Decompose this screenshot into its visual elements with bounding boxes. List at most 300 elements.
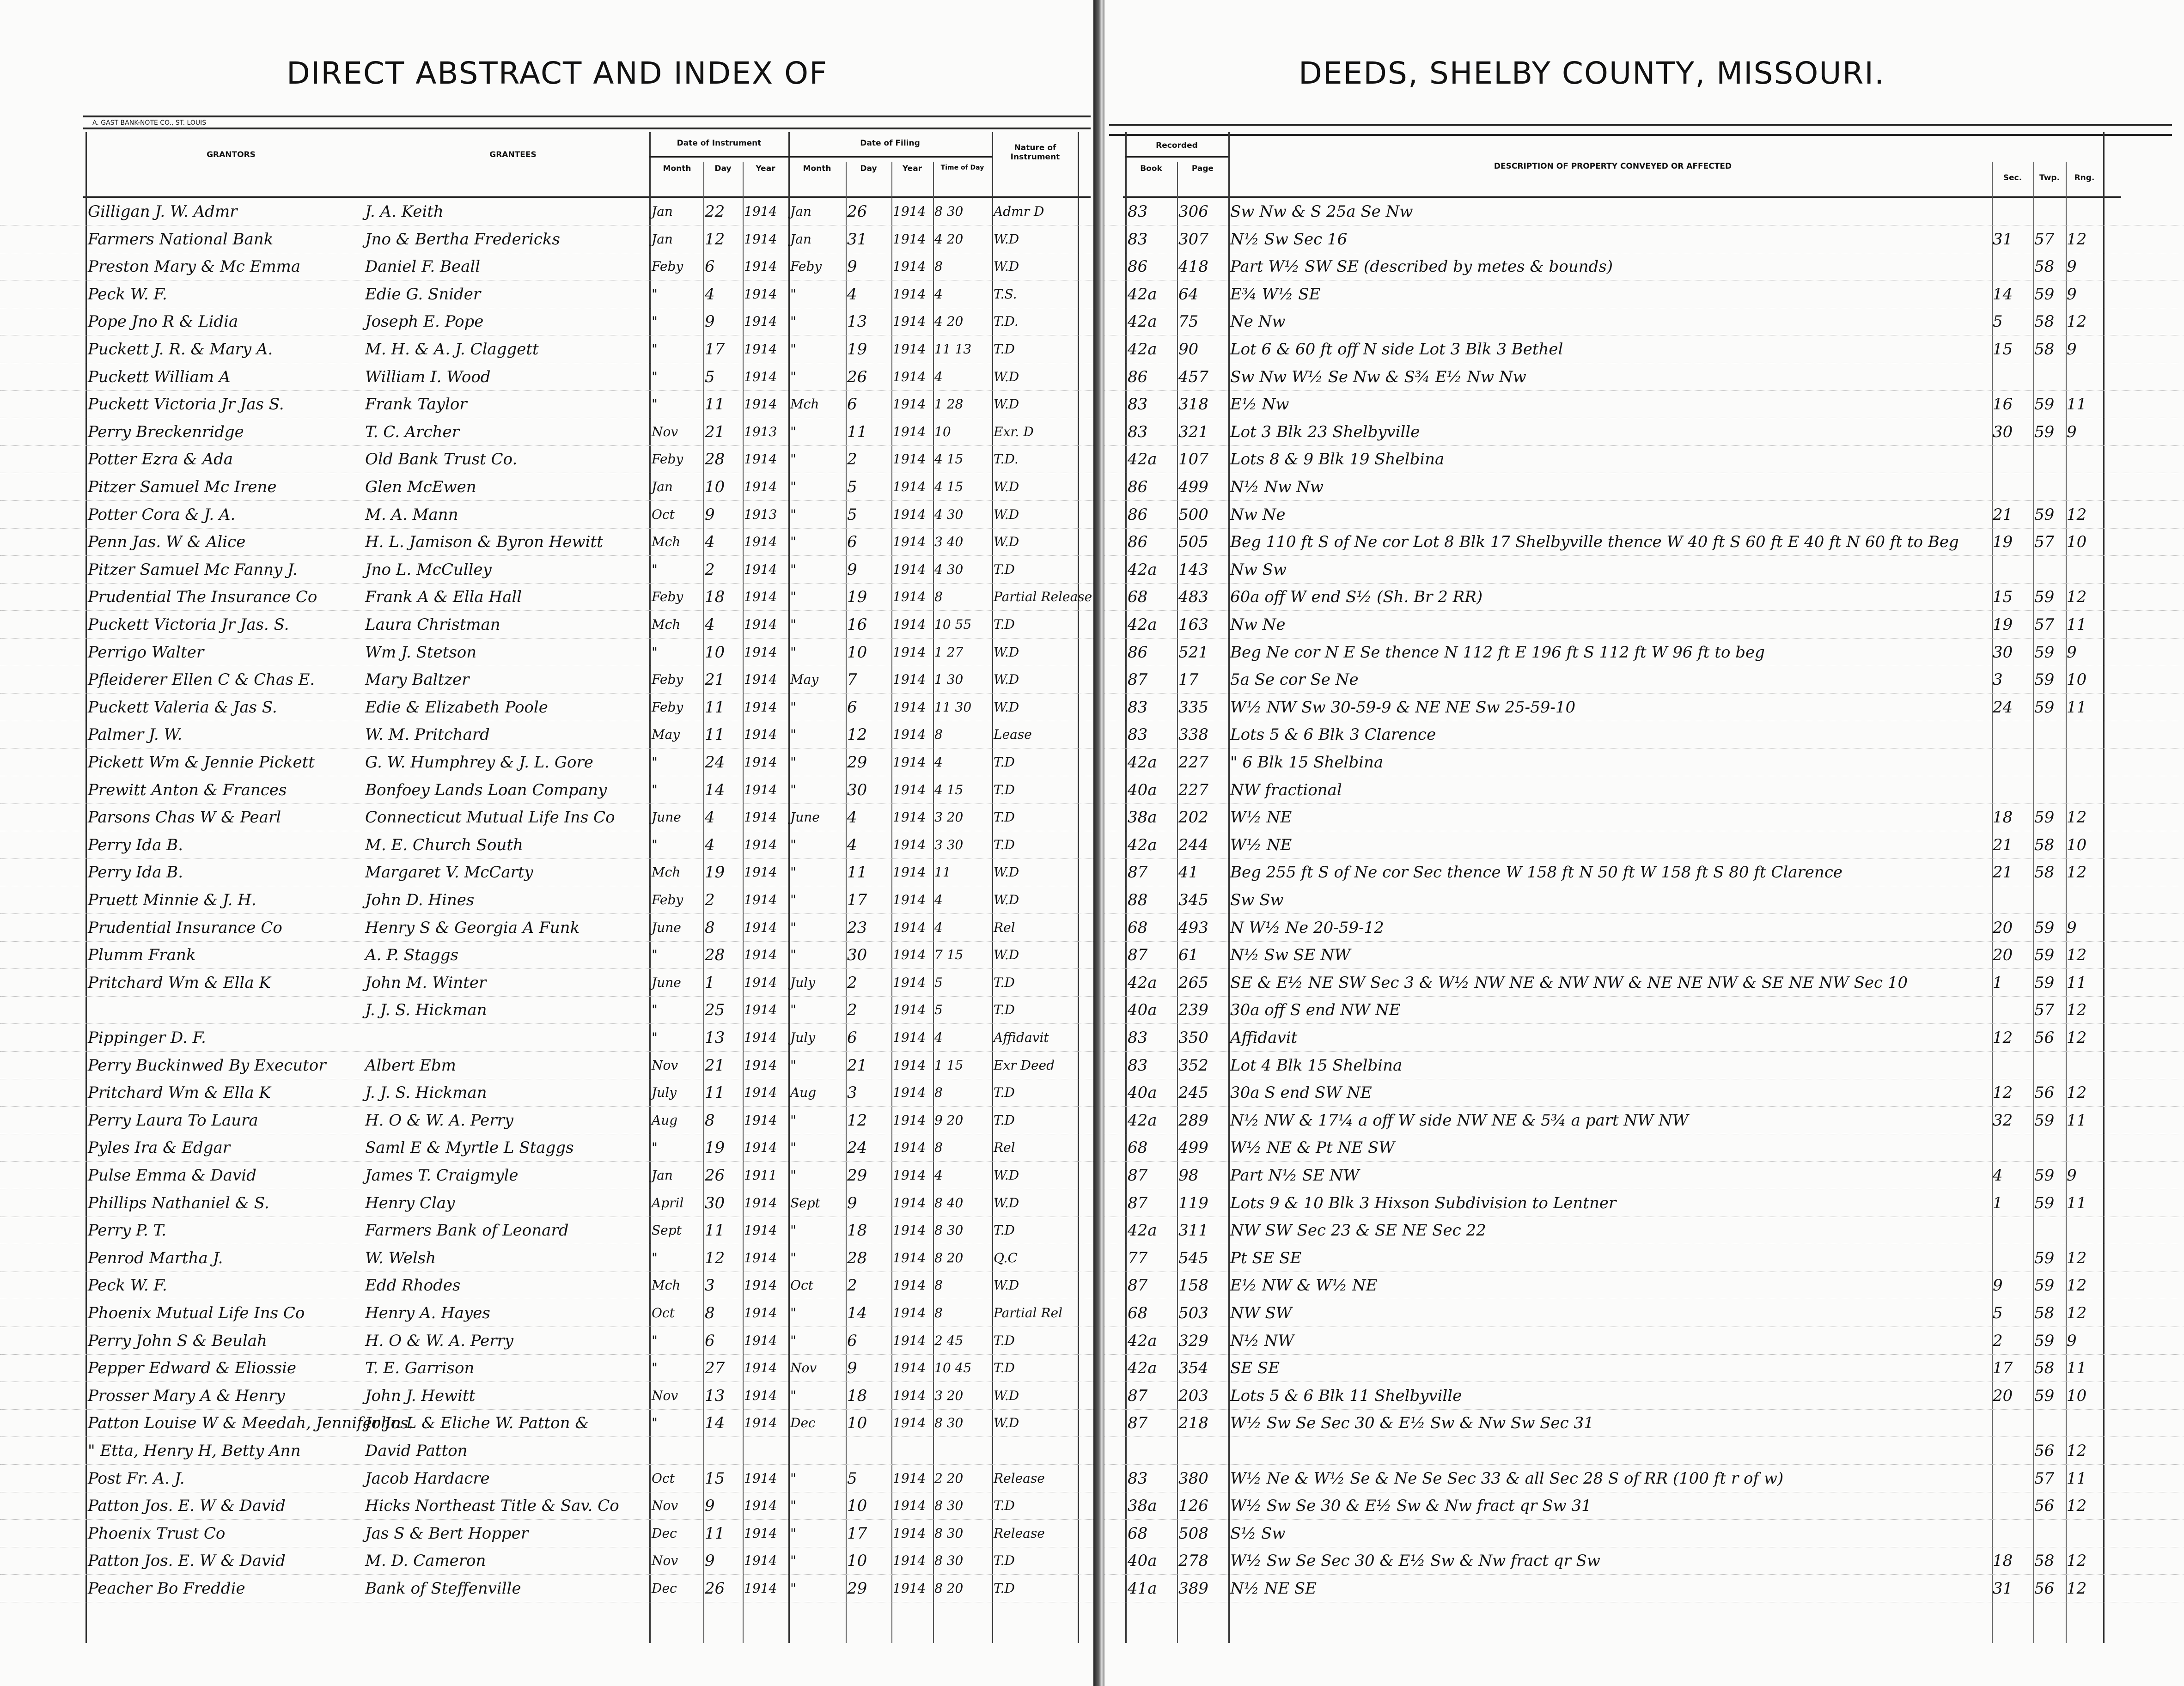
cell-inst-year: 1911	[744, 1168, 777, 1183]
cell-twp: 59	[2034, 395, 2055, 414]
cell-inst-year: 1914	[744, 341, 777, 357]
table-row	[1104, 803, 2184, 831]
cell-sec: 20	[1993, 918, 2013, 937]
cell-filing-day: 2	[847, 1276, 857, 1295]
cell-nature: Lease	[994, 727, 1032, 743]
cell-inst-day: 19	[705, 863, 725, 882]
cell-filing-year: 1914	[893, 1140, 926, 1156]
cell-twp: 59	[2034, 1111, 2055, 1130]
cell-page: 64	[1178, 285, 1199, 304]
cell-page: 245	[1178, 1083, 1208, 1102]
cell-filing-month: "	[790, 947, 796, 963]
cell-inst-year: 1914	[744, 396, 777, 412]
cell-grantor: Pippinger D. F.	[88, 1029, 206, 1047]
table-row	[1104, 1189, 2184, 1217]
cell-grantee: Connecticut Mutual Life Ins Co	[365, 808, 615, 827]
cell-book: 83	[1128, 395, 1148, 414]
cell-filing-day: 24	[847, 1138, 867, 1157]
table-row	[1104, 1217, 2184, 1244]
cell-book: 87	[1128, 946, 1148, 965]
cell-filing-year: 1914	[893, 810, 926, 825]
cell-book: 87	[1128, 863, 1148, 882]
cell-grantee: M. A. Mann	[365, 505, 458, 524]
cell-nature: T.D	[994, 1581, 1015, 1596]
cell-grantor: Pickett Wm & Jennie Pickett	[88, 753, 315, 772]
cell-page: 499	[1178, 1138, 1208, 1157]
cell-book: 86	[1128, 505, 1148, 524]
cell-time-of-day: 4	[934, 286, 943, 302]
cell-description: Nw Sw	[1230, 560, 1287, 579]
cell-inst-year: 1914	[744, 1333, 777, 1348]
cell-grantor: Penrod Martha J.	[88, 1248, 223, 1267]
table-row	[0, 941, 1095, 969]
cell-description: Lots 5 & 6 Blk 11 Shelbyville	[1230, 1386, 1462, 1405]
cell-inst-month: Jan	[652, 231, 673, 247]
table-row	[1104, 225, 2184, 253]
cell-description: N½ Nw Nw	[1230, 478, 1324, 496]
cell-inst-month: "	[652, 369, 658, 384]
cell-filing-year: 1914	[893, 837, 926, 852]
cell-description: Lots 9 & 10 Blk 3 Hixson Subdivision to Lentner	[1230, 1193, 1617, 1212]
cell-inst-month: "	[652, 1140, 658, 1156]
cell-inst-month: Nov	[652, 1388, 678, 1403]
cell-filing-month: June	[790, 810, 820, 825]
cell-time-of-day: 8	[934, 1278, 943, 1293]
header-rng: Rng.	[2074, 173, 2095, 183]
table-row	[1104, 445, 2184, 473]
cell-nature: T.D	[994, 341, 1015, 357]
cell-filing-year: 1914	[893, 534, 926, 550]
cell-nature: W.D	[994, 369, 1019, 384]
cell-twp: 59	[2034, 1193, 2055, 1212]
cell-inst-month: Jan	[652, 479, 673, 494]
cell-sec: 30	[1993, 422, 2013, 441]
cell-filing-day: 12	[847, 725, 867, 744]
cell-grantee: J. A. Keith	[365, 202, 444, 221]
header-inst-year: Year	[756, 164, 775, 173]
cell-nature: T.D	[994, 782, 1015, 797]
cell-book: 40a	[1128, 780, 1157, 799]
cell-nature: W.D	[994, 396, 1019, 412]
cell-filing-year: 1914	[893, 1581, 926, 1596]
cell-twp: 58	[2034, 1359, 2055, 1378]
cell-twp: 57	[2034, 230, 2055, 249]
cell-book: 83	[1128, 230, 1148, 249]
cell-page: 457	[1178, 367, 1208, 386]
cell-filing-day: 6	[847, 698, 857, 717]
cell-grantee: Old Bank Trust Co.	[365, 450, 518, 469]
cell-inst-day: 6	[705, 257, 715, 276]
cell-filing-day: 9	[847, 1359, 857, 1378]
cell-rng: 12	[2067, 808, 2087, 827]
cell-time-of-day: 8	[934, 727, 943, 743]
cell-grantor: Preston Mary & Mc Emma	[88, 257, 301, 276]
cell-page: 107	[1178, 450, 1208, 469]
cell-nature: W.D	[994, 672, 1019, 688]
cell-grantor: Phoenix Trust Co	[88, 1524, 226, 1543]
cell-page: 493	[1178, 918, 1208, 937]
table-row	[0, 611, 1095, 639]
cell-filing-month: "	[790, 755, 796, 770]
cell-filing-month: Jan	[790, 204, 811, 219]
cell-page: 380	[1178, 1469, 1208, 1488]
header-subrule	[649, 156, 992, 158]
table-row	[1104, 363, 2184, 391]
cell-time-of-day: 3 20	[934, 1388, 964, 1403]
cell-page: 483	[1178, 588, 1208, 607]
cell-inst-month: Feby	[652, 259, 683, 274]
cell-inst-year: 1914	[744, 1581, 777, 1596]
cell-sec: 9	[1993, 1276, 2003, 1295]
cell-page: 345	[1178, 891, 1208, 909]
table-row	[0, 1437, 1095, 1465]
table-row	[1104, 1354, 2184, 1382]
cell-grantee: M. E. Church South	[365, 835, 523, 854]
cell-nature: T.D	[994, 1360, 1015, 1376]
cell-time-of-day: 4	[934, 1030, 943, 1045]
table-row	[0, 418, 1095, 446]
cell-inst-year: 1914	[744, 1223, 777, 1238]
cell-filing-year: 1914	[893, 1057, 926, 1073]
cell-filing-day: 4	[847, 835, 857, 854]
cell-filing-month: "	[790, 617, 796, 632]
cell-filing-year: 1914	[893, 1168, 926, 1183]
header-subrule	[1125, 156, 1228, 158]
cell-time-of-day: 1 27	[934, 644, 964, 660]
cell-inst-day: 4	[705, 285, 715, 304]
cell-filing-year: 1914	[893, 1112, 926, 1128]
cell-filing-year: 1914	[893, 314, 926, 329]
cell-grantor: Perry Breckenridge	[88, 422, 244, 441]
cell-time-of-day: 10 45	[934, 1360, 972, 1376]
cell-filing-day: 9	[847, 257, 857, 276]
cell-grantee: Farmers Bank of Leonard	[365, 1221, 569, 1240]
table-row	[1104, 1547, 2184, 1575]
cell-filing-year: 1914	[893, 699, 926, 715]
table-row	[0, 583, 1095, 611]
cell-sec: 18	[1993, 1552, 2013, 1570]
cell-filing-day: 5	[847, 478, 857, 496]
cell-time-of-day: 4	[934, 919, 943, 935]
cell-grantor: Perry P. T.	[88, 1221, 167, 1240]
cell-book: 42a	[1128, 1359, 1157, 1378]
header-rule	[1109, 134, 2172, 136]
table-row	[1104, 666, 2184, 694]
cell-grantee: Bonfoey Lands Loan Company	[365, 780, 607, 799]
cell-nature: T.D.	[994, 451, 1019, 467]
cell-book: 41a	[1128, 1579, 1157, 1598]
cell-filing-year: 1914	[893, 286, 926, 302]
cell-rng: 12	[2067, 1442, 2087, 1460]
cell-filing-month: "	[790, 644, 796, 660]
cell-inst-month: Feby	[652, 451, 683, 467]
cell-inst-day: 8	[705, 1111, 715, 1130]
cell-inst-month: "	[652, 396, 658, 412]
table-row	[0, 1272, 1095, 1299]
table-row	[0, 1052, 1095, 1079]
cell-page: 321	[1178, 422, 1208, 441]
cell-nature: W.D	[994, 534, 1019, 550]
header-date-of-filing: Date of Filing	[860, 139, 920, 148]
cell-filing-day: 9	[847, 1193, 857, 1212]
cell-description: W½ NE	[1230, 808, 1292, 827]
cell-inst-day: 13	[705, 1386, 725, 1405]
cell-grantor: Potter Cora & J. A.	[88, 505, 236, 524]
cell-filing-year: 1914	[893, 451, 926, 467]
cell-filing-month: "	[790, 1057, 796, 1073]
cell-grantee: T. E. Garrison	[365, 1359, 475, 1378]
cell-grantor: Phillips Nathaniel & S.	[88, 1193, 269, 1212]
cell-book: 42a	[1128, 1221, 1157, 1240]
cell-filing-day: 2	[847, 973, 857, 992]
cell-inst-year: 1914	[744, 1002, 777, 1018]
header-rule	[83, 128, 1091, 129]
cell-filing-month: "	[790, 286, 796, 302]
cell-sec: 2	[1993, 1331, 2003, 1350]
cell-book: 42a	[1128, 753, 1157, 772]
cell-grantor: Perrigo Walter	[88, 643, 204, 662]
cell-grantor: Perry Laura To Laura	[88, 1111, 258, 1130]
cell-filing-year: 1914	[893, 1498, 926, 1514]
cell-nature: T.D	[994, 810, 1015, 825]
cell-sec: 31	[1993, 1579, 2013, 1598]
cell-grantor: Pritchard Wm & Ella K	[88, 1083, 271, 1102]
cell-grantee: Margaret V. McCarty	[365, 863, 533, 882]
cell-inst-month: Nov	[652, 1057, 678, 1073]
cell-twp: 59	[2034, 698, 2055, 717]
cell-grantor: Peck W. F.	[88, 1276, 167, 1295]
table-row	[0, 1107, 1095, 1134]
cell-book: 87	[1128, 1193, 1148, 1212]
cell-filing-month: "	[790, 1553, 796, 1569]
table-row	[0, 390, 1095, 418]
cell-filing-year: 1914	[893, 1002, 926, 1018]
cell-nature: W.D	[994, 699, 1019, 715]
cell-time-of-day: 10	[934, 424, 951, 439]
cell-grantor: Patton Louise W & Meedah, Jennifer Jos.	[88, 1414, 414, 1433]
table-row	[0, 1465, 1095, 1492]
cell-twp: 59	[2034, 1166, 2055, 1185]
cell-time-of-day: 8	[934, 589, 943, 605]
cell-inst-month: Dec	[652, 1581, 677, 1596]
cell-description: N½ NW	[1230, 1331, 1294, 1350]
cell-filing-year: 1914	[893, 1333, 926, 1348]
cell-time-of-day: 1 15	[934, 1057, 964, 1073]
cell-time-of-day: 4 15	[934, 479, 964, 494]
cell-nature: Exr Deed	[994, 1057, 1055, 1073]
table-row	[1104, 1327, 2184, 1355]
cell-nature: T.D	[994, 755, 1015, 770]
table-row	[1104, 886, 2184, 914]
cell-inst-year: 1914	[744, 672, 777, 688]
cell-book: 42a	[1128, 560, 1157, 579]
cell-inst-day: 9	[705, 1497, 715, 1516]
cell-page: 17	[1178, 670, 1199, 689]
cell-inst-month: Feby	[652, 892, 683, 907]
cell-filing-year: 1914	[893, 1470, 926, 1486]
cell-time-of-day: 8 30	[934, 204, 964, 219]
table-row	[0, 253, 1095, 280]
cell-grantor: Patton Jos. E. W & David	[88, 1552, 286, 1570]
cell-rng: 12	[2067, 312, 2087, 331]
cell-inst-month: "	[652, 341, 658, 357]
cell-filing-year: 1914	[893, 727, 926, 743]
table-row	[1104, 198, 2184, 225]
cell-inst-year: 1914	[744, 204, 777, 219]
cell-description: E½ Nw	[1230, 395, 1289, 414]
cell-inst-month: Nov	[652, 1498, 678, 1514]
table-row	[0, 666, 1095, 694]
cell-inst-year: 1914	[744, 782, 777, 797]
cell-filing-day: 12	[847, 1111, 867, 1130]
cell-time-of-day: 8 40	[934, 1195, 964, 1211]
cell-inst-day: 9	[705, 312, 715, 331]
table-row	[1104, 583, 2184, 611]
cell-description: E¾ W½ SE	[1230, 285, 1321, 304]
cell-page: 338	[1178, 725, 1208, 744]
cell-filing-day: 28	[847, 1248, 867, 1267]
cell-page: 289	[1178, 1111, 1208, 1130]
cell-book: 68	[1128, 1524, 1148, 1543]
cell-filing-day: 11	[847, 422, 867, 441]
cell-page: 126	[1178, 1497, 1208, 1516]
cell-inst-year: 1914	[744, 810, 777, 825]
cell-inst-year: 1914	[744, 1415, 777, 1431]
cell-grantee: Henry A. Hayes	[365, 1304, 490, 1322]
cell-rng: 12	[2067, 1552, 2087, 1570]
cell-filing-month: "	[790, 1388, 796, 1403]
cell-inst-month: "	[652, 755, 658, 770]
cell-filing-year: 1914	[893, 1030, 926, 1045]
cell-rng: 9	[2067, 340, 2077, 359]
cell-inst-year: 1914	[744, 1250, 777, 1266]
cell-twp: 56	[2034, 1497, 2055, 1516]
cell-filing-month: May	[790, 672, 819, 688]
cell-description: N½ Sw Sec 16	[1230, 230, 1348, 249]
cell-book: 87	[1128, 1166, 1148, 1185]
cell-rng: 11	[2067, 973, 2087, 992]
cell-page: 354	[1178, 1359, 1208, 1378]
cell-time-of-day: 4 20	[934, 314, 964, 329]
cell-twp: 58	[2034, 1304, 2055, 1322]
cell-nature: T.D	[994, 837, 1015, 852]
cell-book: 42a	[1128, 1111, 1157, 1130]
cell-filing-month: "	[790, 699, 796, 715]
cell-inst-month: "	[652, 286, 658, 302]
cell-grantee: Laura Christman	[365, 615, 500, 634]
cell-nature: Exr. D	[994, 424, 1034, 439]
table-row	[0, 1492, 1095, 1520]
cell-time-of-day: 8 30	[934, 1415, 964, 1431]
cell-nature: T.S.	[994, 286, 1017, 302]
cell-description: Beg 255 ft S of Ne cor Sec thence W 158 ft N 50 ft W 158 ft S 80 ft Clarence	[1230, 863, 1842, 882]
cell-filing-year: 1914	[893, 1223, 926, 1238]
cell-filing-month: "	[790, 1305, 796, 1321]
cell-time-of-day: 3 40	[934, 534, 964, 550]
cell-filing-day: 6	[847, 1029, 857, 1047]
cell-inst-day: 17	[705, 340, 725, 359]
cell-description: E½ NW & W½ NE	[1230, 1276, 1378, 1295]
cell-inst-month: May	[652, 727, 680, 743]
cell-rng: 9	[2067, 643, 2077, 662]
cell-book: 68	[1128, 918, 1148, 937]
cell-grantor: Puckett J. R. & Mary A.	[88, 340, 273, 359]
cell-grantee: Daniel F. Beall	[365, 257, 481, 276]
cell-time-of-day: 4 30	[934, 561, 964, 577]
cell-sec: 21	[1993, 835, 2013, 854]
cell-description: Nw Ne	[1230, 505, 1286, 524]
cell-grantee: Jas S & Bert Hopper	[365, 1524, 529, 1543]
table-row	[1104, 694, 2184, 721]
table-row	[0, 1520, 1095, 1547]
cell-inst-year: 1914	[744, 699, 777, 715]
cell-filing-year: 1914	[893, 864, 926, 880]
cell-filing-month: "	[790, 1470, 796, 1486]
cell-inst-day: 26	[705, 1579, 725, 1598]
cell-filing-day: 17	[847, 891, 867, 909]
cell-rng: 12	[2067, 1248, 2087, 1267]
cell-page: 318	[1178, 395, 1208, 414]
cell-inst-year: 1914	[744, 864, 777, 880]
cell-rng: 12	[2067, 505, 2087, 524]
cell-grantee: William I. Wood	[365, 367, 491, 386]
cell-grantor: Pulse Emma & David	[88, 1166, 256, 1185]
cell-grantor: Puckett Victoria Jr Jas. S.	[88, 615, 289, 634]
cell-filing-year: 1914	[893, 892, 926, 907]
cell-filing-year: 1914	[893, 782, 926, 797]
table-row	[1104, 280, 2184, 308]
cell-inst-year: 1914	[744, 589, 777, 605]
cell-time-of-day: 8 30	[934, 1498, 964, 1514]
cell-rng: 12	[2067, 1029, 2087, 1047]
table-row	[1104, 556, 2184, 584]
cell-grantor: Pope Jno R & Lidia	[88, 312, 238, 331]
cell-inst-day: 9	[705, 1552, 715, 1570]
table-row	[1104, 1492, 2184, 1520]
cell-rng: 12	[2067, 863, 2087, 882]
table-row	[1104, 1272, 2184, 1299]
cell-inst-day: 13	[705, 1029, 725, 1047]
cell-filing-month: "	[790, 837, 796, 852]
cell-inst-year: 1914	[744, 837, 777, 852]
cell-grantor: Potter Ezra & Ada	[88, 450, 233, 469]
cell-inst-year: 1914	[744, 644, 777, 660]
cell-description: 30a S end SW NE	[1230, 1083, 1372, 1102]
cell-filing-month: "	[790, 1525, 796, 1541]
cell-rng: 12	[2067, 1001, 2087, 1020]
cell-sec: 12	[1993, 1083, 2013, 1102]
cell-grantee: M. H. & A. J. Claggett	[365, 340, 539, 359]
table-row	[0, 1024, 1095, 1052]
header-filing-year: Year	[902, 164, 922, 173]
cell-filing-month: "	[790, 1498, 796, 1514]
cell-time-of-day: 7 15	[934, 947, 964, 963]
table-row	[1104, 1575, 2184, 1602]
cell-inst-day: 12	[705, 230, 725, 249]
cell-time-of-day: 8	[934, 1140, 943, 1156]
cell-inst-day: 27	[705, 1359, 725, 1378]
cell-nature: W.D	[994, 947, 1019, 963]
cell-filing-month: "	[790, 451, 796, 467]
cell-sec: 14	[1993, 285, 2013, 304]
cell-grantee: A. P. Staggs	[365, 946, 458, 965]
cell-inst-day: 2	[705, 560, 715, 579]
table-row	[1104, 1134, 2184, 1162]
cell-rng: 10	[2067, 670, 2087, 689]
table-row	[0, 1079, 1095, 1107]
cell-time-of-day: 8 30	[934, 1525, 964, 1541]
cell-filing-month: July	[790, 974, 816, 990]
